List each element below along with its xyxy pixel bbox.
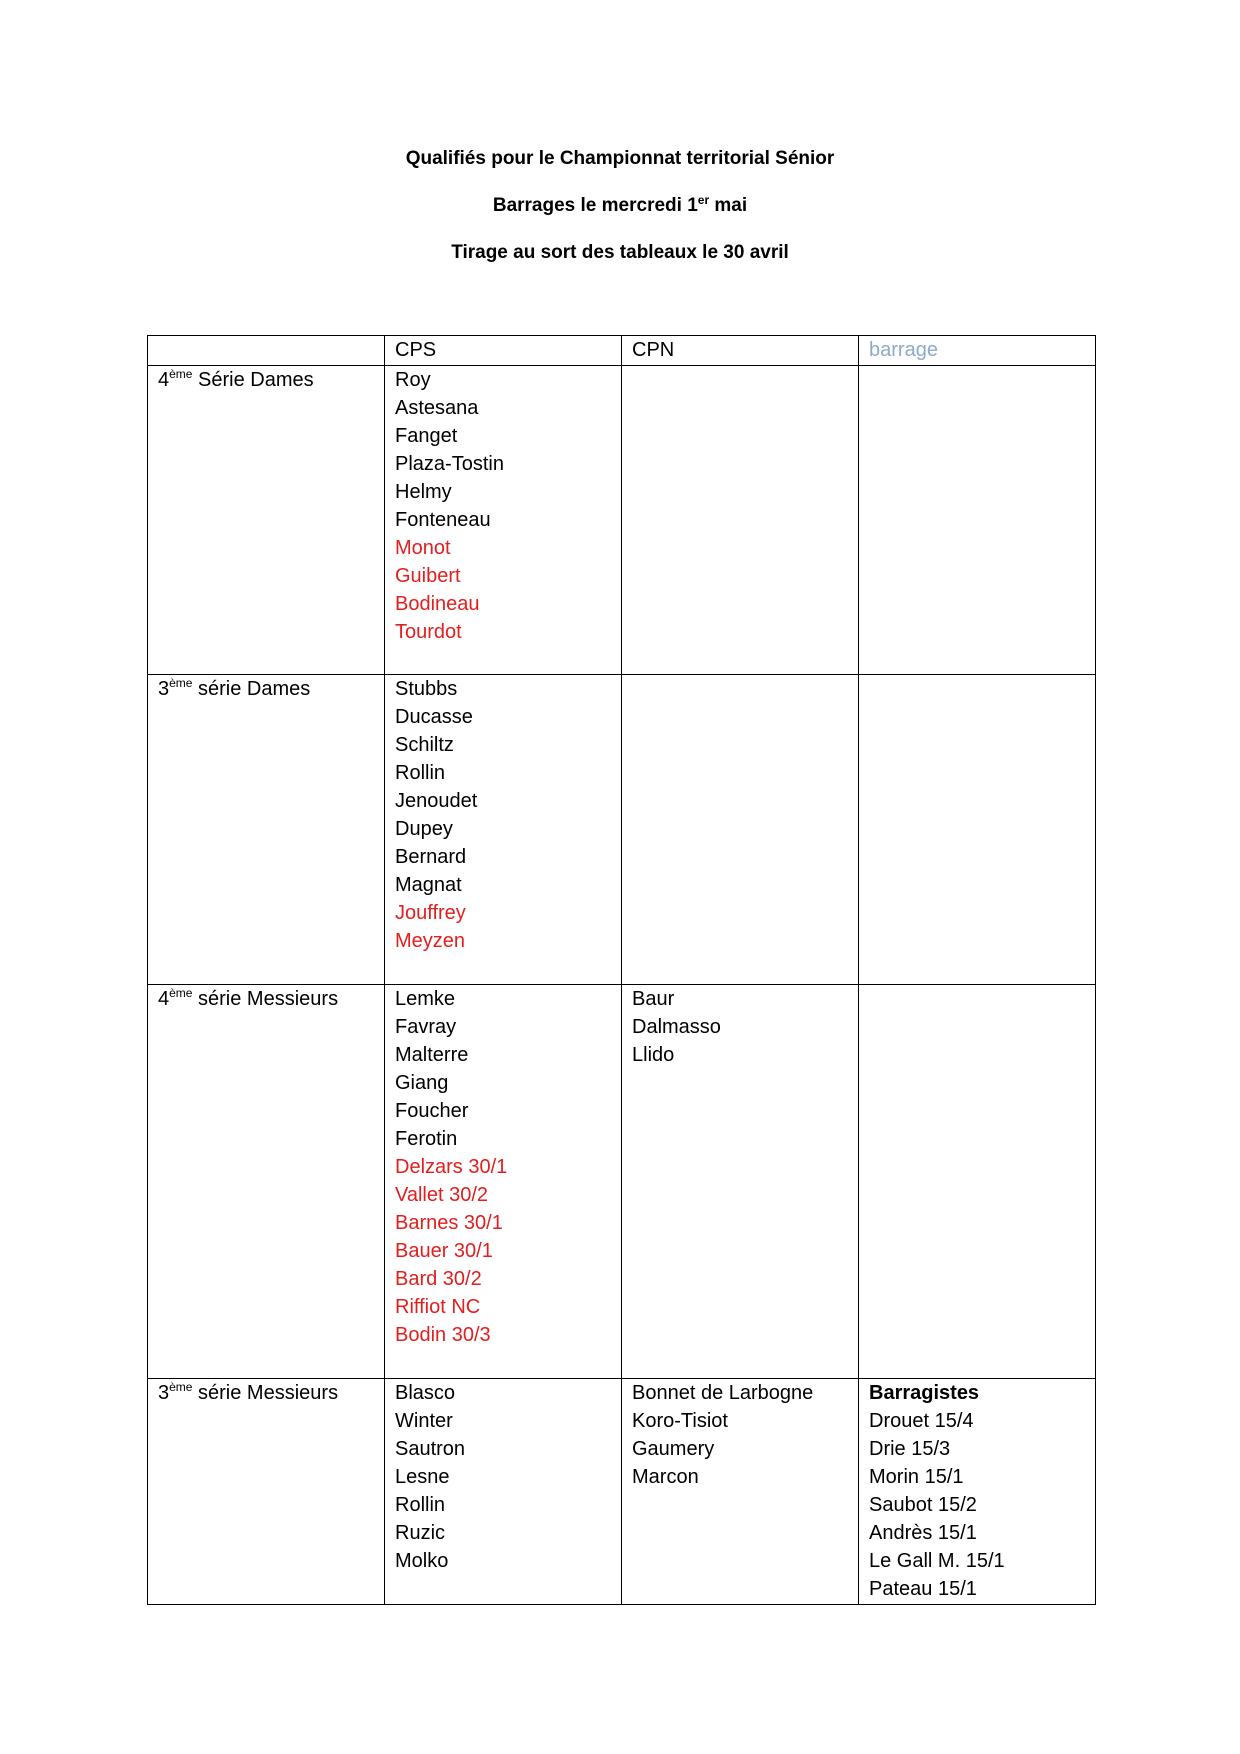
cpn-list	[632, 1379, 848, 1491]
cps-player-item: Lesne	[395, 1466, 450, 1488]
barrage-player-item: Morin 15/1	[869, 1466, 964, 1488]
cps-player-item: Plaza-Tostin	[395, 453, 504, 475]
table-header-row	[148, 336, 1096, 366]
barrage-title: Barragistes	[869, 1382, 980, 1404]
cps-list	[395, 985, 611, 1349]
header-cell-category	[148, 336, 385, 366]
cps-player-item: Rollin	[395, 762, 446, 784]
row-3eme-serie-messieurs	[148, 1379, 1096, 1605]
cps-player-item: Schiltz	[395, 734, 454, 756]
row-4eme-serie-dames	[148, 366, 1096, 675]
cps-list	[395, 366, 611, 646]
row-4eme-serie-messieurs	[148, 985, 1096, 1379]
cps-player-item: Magnat	[395, 874, 462, 896]
category-superscript: ème	[169, 676, 193, 690]
cps-player-highlighted-item: Bauer 30/1	[395, 1240, 493, 1262]
cps-player-item: Dupey	[395, 818, 453, 840]
cps-player-item: Giang	[395, 1072, 449, 1094]
header-cell-cps: CPS	[385, 336, 622, 366]
barrage-player-item: Pateau 15/1	[869, 1578, 977, 1600]
cps-player-highlighted-item: Bodin 30/3	[395, 1324, 491, 1346]
row-3eme-serie-dames	[148, 675, 1096, 985]
qualifiers-table	[147, 335, 1096, 1605]
cps-player-highlighted-item: Vallet 30/2	[395, 1184, 489, 1206]
cps-cell	[385, 675, 622, 985]
cps-cell	[385, 366, 622, 675]
cps-player-item: Sautron	[395, 1438, 466, 1460]
category-superscript: ème	[169, 1380, 193, 1394]
cps-list	[395, 1379, 611, 1575]
category-label	[158, 675, 374, 703]
barrage-player-item: Saubot 15/2	[869, 1494, 977, 1516]
cpn-list	[632, 985, 848, 1069]
cps-cell	[385, 1379, 622, 1605]
cpn-player-item: Marcon	[632, 1466, 699, 1488]
cps-player-item: Stubbs	[395, 678, 458, 700]
cpn-cell	[622, 1379, 859, 1605]
category-cell	[148, 1379, 385, 1605]
barrage-list	[869, 1379, 1085, 1603]
cps-player-item: Fonteneau	[395, 509, 491, 531]
playoff-date-superscript: er	[697, 193, 710, 207]
barrage-cell	[859, 985, 1096, 1379]
category-text: série Dames	[192, 678, 311, 700]
document-header	[0, 148, 1240, 264]
category-superscript: ème	[169, 367, 193, 381]
cps-player-highlighted-item: Delzars 30/1	[395, 1156, 508, 1178]
cps-player-item: Helmy	[395, 481, 452, 503]
cpn-player-item: Bonnet de Larbogne	[632, 1382, 814, 1404]
cps-player-item: Winter	[395, 1410, 453, 1432]
cps-cell	[385, 985, 622, 1379]
cpn-cell	[622, 985, 859, 1379]
cpn-player-item: Llido	[632, 1044, 675, 1066]
cps-player-highlighted-item: Bard 30/2	[395, 1268, 482, 1290]
cpn-cell	[622, 366, 859, 675]
barrage-player-item: Le Gall M. 15/1	[869, 1550, 1005, 1572]
barrage-cell	[859, 1379, 1096, 1605]
category-number: 4	[158, 369, 170, 391]
category-number: 3	[158, 678, 170, 700]
cps-player-highlighted-item: Meyzen	[395, 930, 466, 952]
cpn-player-item: Gaumery	[632, 1438, 715, 1460]
cpn-player-item: Baur	[632, 988, 675, 1010]
cps-player-item: Rollin	[395, 1494, 446, 1516]
playoff-date-prefix: Barrages le mercredi 1	[492, 195, 698, 216]
category-text: série Messieurs	[192, 988, 339, 1010]
cps-player-highlighted-item: Bodineau	[395, 593, 480, 615]
document-title: Qualifiés pour le Championnat territorial Sénior	[405, 148, 835, 169]
category-label	[158, 985, 374, 1013]
category-number: 4	[158, 988, 170, 1010]
cps-player-item: Roy	[395, 369, 431, 391]
category-superscript: ème	[169, 986, 193, 1000]
cps-player-highlighted-item: Tourdot	[395, 621, 462, 643]
cps-player-item: Bernard	[395, 846, 467, 868]
cps-player-item: Molko	[395, 1550, 449, 1572]
cps-player-item: Favray	[395, 1016, 457, 1038]
cps-player-item: Ducasse	[395, 706, 473, 728]
cpn-player-item: Koro-Tisiot	[632, 1410, 728, 1432]
category-label	[158, 366, 374, 394]
category-text: Série Dames	[192, 369, 314, 391]
barrage-player-item: Andrès 15/1	[869, 1522, 977, 1544]
cps-player-highlighted-item: Jouffrey	[395, 902, 466, 924]
category-cell	[148, 985, 385, 1379]
header-cell-barrage: barrage	[859, 336, 1096, 366]
header-cell-cpn: CPN	[622, 336, 859, 366]
category-number: 3	[158, 1382, 170, 1404]
cps-player-item: Malterre	[395, 1044, 469, 1066]
playoff-date-suffix: mai	[709, 195, 748, 216]
category-label	[158, 1379, 374, 1407]
cps-player-item: Fanget	[395, 425, 458, 447]
cps-player-highlighted-item: Riffiot NC	[395, 1296, 481, 1318]
cps-player-item: Ferotin	[395, 1128, 458, 1150]
barrage-cell	[859, 675, 1096, 985]
category-cell	[148, 675, 385, 985]
cps-player-item: Blasco	[395, 1382, 456, 1404]
playoff-date-line	[0, 195, 1240, 217]
cps-list	[395, 675, 611, 955]
barrage-player-item: Drie 15/3	[869, 1438, 951, 1460]
category-text: série Messieurs	[192, 1382, 339, 1404]
cps-player-item: Lemke	[395, 988, 456, 1010]
cps-player-highlighted-item: Guibert	[395, 565, 461, 587]
barrage-cell	[859, 366, 1096, 675]
cps-player-item: Jenoudet	[395, 790, 478, 812]
cps-player-item: Foucher	[395, 1100, 469, 1122]
category-cell	[148, 366, 385, 675]
cps-player-item: Astesana	[395, 397, 479, 419]
barrage-player-item: Drouet 15/4	[869, 1410, 974, 1432]
cps-player-item: Ruzic	[395, 1522, 446, 1544]
cpn-player-item: Dalmasso	[632, 1016, 721, 1038]
draw-date-line: Tirage au sort des tableaux le 30 avril	[451, 242, 789, 263]
cpn-cell	[622, 675, 859, 985]
cps-player-highlighted-item: Barnes 30/1	[395, 1212, 503, 1234]
cps-player-highlighted-item: Monot	[395, 537, 451, 559]
